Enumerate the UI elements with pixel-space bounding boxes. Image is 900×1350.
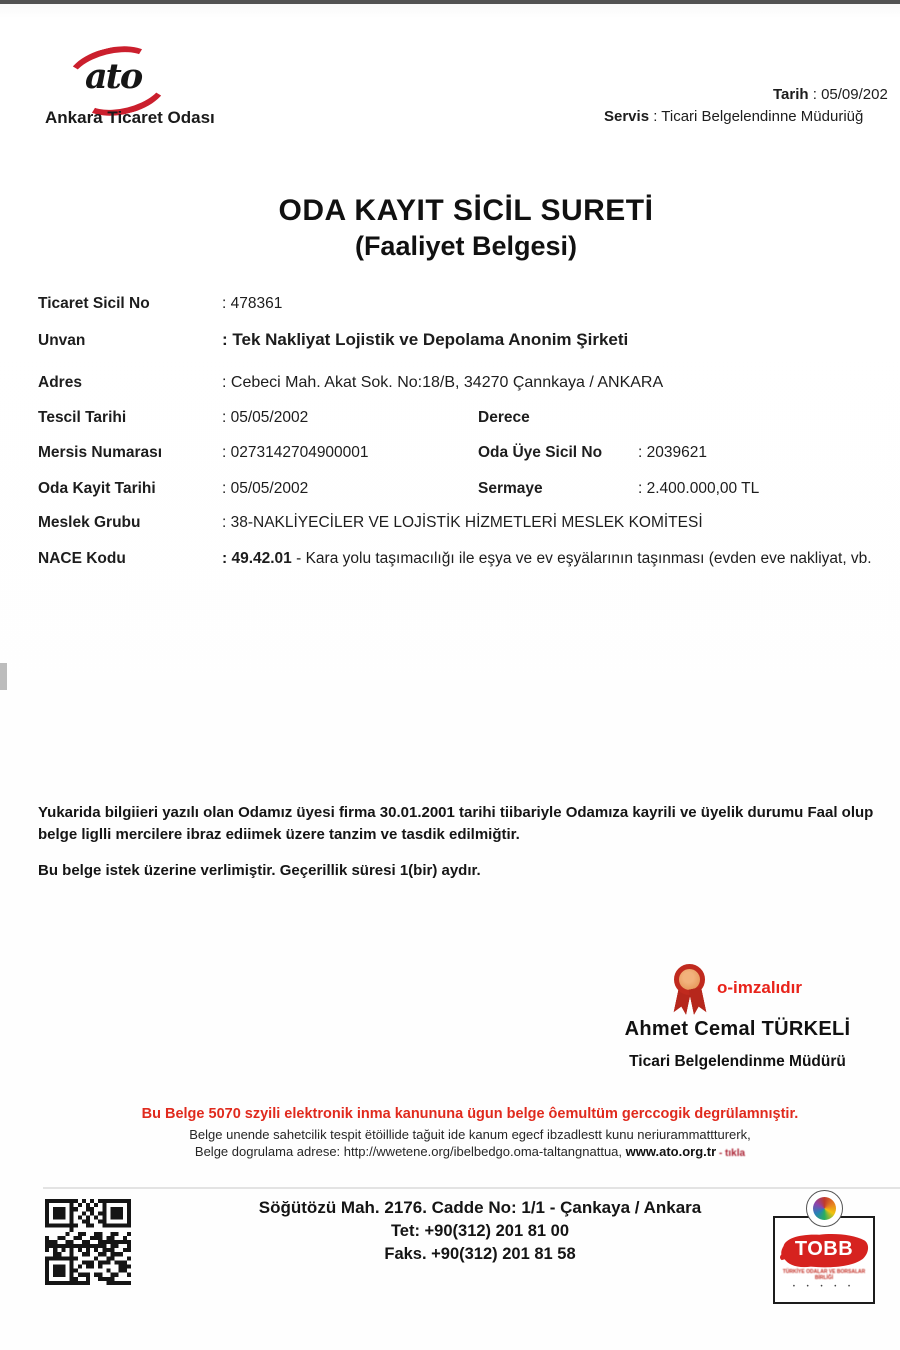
- signer-name: Ahmet Cemal TÜRKELİ: [624, 1018, 851, 1040]
- field-value-oda-uye-sicil-no: : 2039621: [638, 444, 707, 461]
- tobb-subtitle-line1: TÜRKİYE ODALAR VE BORSALAR: [782, 1269, 866, 1275]
- field-value: : Tek Nakliyat Lojistik ve Depolama Anonim Şirketi: [222, 330, 629, 349]
- field-label-sermaye: Sermaye: [478, 480, 543, 497]
- document-title-line2: (Faaliyet Belgesi): [354, 231, 578, 261]
- scan-top-edge: [0, 0, 900, 4]
- tobb-subtitle-line2: BİRLİĞİ: [814, 1275, 834, 1281]
- footer-fax: Faks. +90(312) 201 81 58: [384, 1245, 576, 1263]
- tobb-emblem-core: [813, 1197, 836, 1220]
- e-signature-row: [595, 964, 880, 1018]
- tobb-logo: [768, 1190, 880, 1308]
- field-label: NACE Kodu: [38, 550, 126, 567]
- tobb-wordmark: TOBB: [794, 1237, 854, 1260]
- service-label: Servis: [604, 108, 650, 125]
- nace-code: : 49.42.01: [222, 550, 292, 567]
- field-row-meslek-grubu: [38, 514, 900, 532]
- seal-ribbon-icon: [673, 964, 707, 1016]
- verification-address-text: Belge dogrulama adrese: http://wwetene.org/ibelbedgo.oma-taltangnattua,: [194, 1144, 626, 1159]
- fine-print-line2: Belge unende sahetcilik tespit ëtöillide tağuit ide kanum egecf ibzadlestt kunu neriurammattturerk,: [189, 1127, 751, 1142]
- field-label: Meslek Grubu: [38, 514, 141, 531]
- ato-logo: [72, 56, 164, 108]
- fine-print-line1: Bu Belge 5070 szyili elektronik inma kanununa ügun belge ôemultüm gerccogik degrülamnıştir.: [141, 1106, 799, 1122]
- ato-website-url: www.ato.org.tr: [625, 1144, 717, 1159]
- field-label: Unvan: [38, 332, 86, 349]
- qr-code: [45, 1199, 131, 1285]
- footer-address: Söğütözü Mah. 2176. Cadde No: 1/1 - Çankaya / Ankara: [258, 1198, 702, 1217]
- field-row-mersis: [38, 444, 900, 462]
- tobb-subtitle: [775, 1269, 873, 1281]
- document-title-line1: ODA KAYIT SİCİL SURETİ: [278, 194, 654, 227]
- validity-paragraph: Bu belge istek üzerine verlimiştir. Geçerillik süresi 1(bir) aydır.: [38, 862, 481, 879]
- document-title: [0, 194, 900, 262]
- tobb-logo-box: [773, 1216, 875, 1304]
- fine-print-tail: - tıkla: [716, 1148, 746, 1159]
- field-value: : 38-NAKLİYECİLER VE LOJİSTİK HİZMETLERİ MESLEK KOMİTESİ: [222, 514, 703, 531]
- field-row-adres: [38, 374, 900, 392]
- field-value: : 05/05/2002: [222, 480, 309, 497]
- date-line: [773, 86, 888, 103]
- certification-paragraph: Yukarida bilgiieri yazılı olan Odamız üyesi firma 30.01.2001 tarihi tiibariyle Odamıza kayrili ve üyelik durumu Faal olup belge liglli mercilere ibraz ediimek üzere tanzim ve tasdik edilmiğtir.: [38, 804, 874, 843]
- field-row-nace-kodu: [38, 550, 900, 568]
- field-row-tescil-tarihi: [38, 409, 900, 427]
- service-value: : Ticari Belgelendinne Müduriüğ: [649, 108, 864, 125]
- signature-block: [595, 964, 880, 1071]
- e-signature-label: o-imzalıdır: [716, 978, 802, 997]
- field-row-ticaret-sicil-no: [38, 295, 900, 313]
- field-row-oda-kayit-tarihi: [38, 480, 900, 498]
- field-label: Tescil Tarihi: [38, 409, 127, 426]
- footer-divider: [43, 1187, 900, 1189]
- footer-phone: Tet: +90(312) 201 81 00: [390, 1222, 570, 1240]
- service-line: [604, 108, 863, 125]
- tobb-bottom-glyphs: • • • • •: [792, 1284, 856, 1290]
- field-value: : 0273142704900001: [222, 444, 369, 461]
- turkey-map-icon: [777, 1230, 871, 1268]
- field-label-derece: Derece: [478, 409, 530, 426]
- field-value: : Cebeci Mah. Akat Sok. No:18/B, 34270 Çannkaya / ANKARA: [222, 374, 664, 391]
- field-value-sermaye: : 2.400.000,00 TL: [638, 480, 760, 497]
- legal-fine-print: [40, 1106, 900, 1159]
- field-label-oda-uye-sicil-no: Oda Üye Sicil No: [478, 444, 603, 461]
- org-name: Ankara Ticaret Odası: [45, 108, 215, 127]
- field-value: : 05/05/2002: [222, 409, 309, 426]
- field-row-unvan: [38, 330, 900, 350]
- tobb-emblem-icon: [806, 1190, 843, 1227]
- field-label: Ticaret Sicil No: [38, 295, 150, 312]
- footer-address-block: [130, 1198, 830, 1264]
- field-value: : 478361: [222, 295, 283, 312]
- signer-title: Ticari Belgelendinme Müdürü: [629, 1053, 846, 1070]
- field-label: Adres: [38, 374, 82, 391]
- scan-edge-artifact: [0, 663, 7, 690]
- seal-ribbon-circle: [674, 964, 705, 995]
- date-value: : 05/09/202: [808, 86, 888, 103]
- nace-description: - Kara yolu taşımacılığı ile eşya ve ev eşyälarının taşınması (evden eve nakliyat, vb.: [291, 550, 872, 567]
- date-label: Tarih: [773, 86, 809, 103]
- field-label: Oda Kayit Tarihi: [38, 480, 156, 497]
- fine-print-line3: [40, 1144, 900, 1159]
- field-label: Mersis Numarası: [38, 444, 163, 461]
- logo-text: ato: [85, 56, 142, 97]
